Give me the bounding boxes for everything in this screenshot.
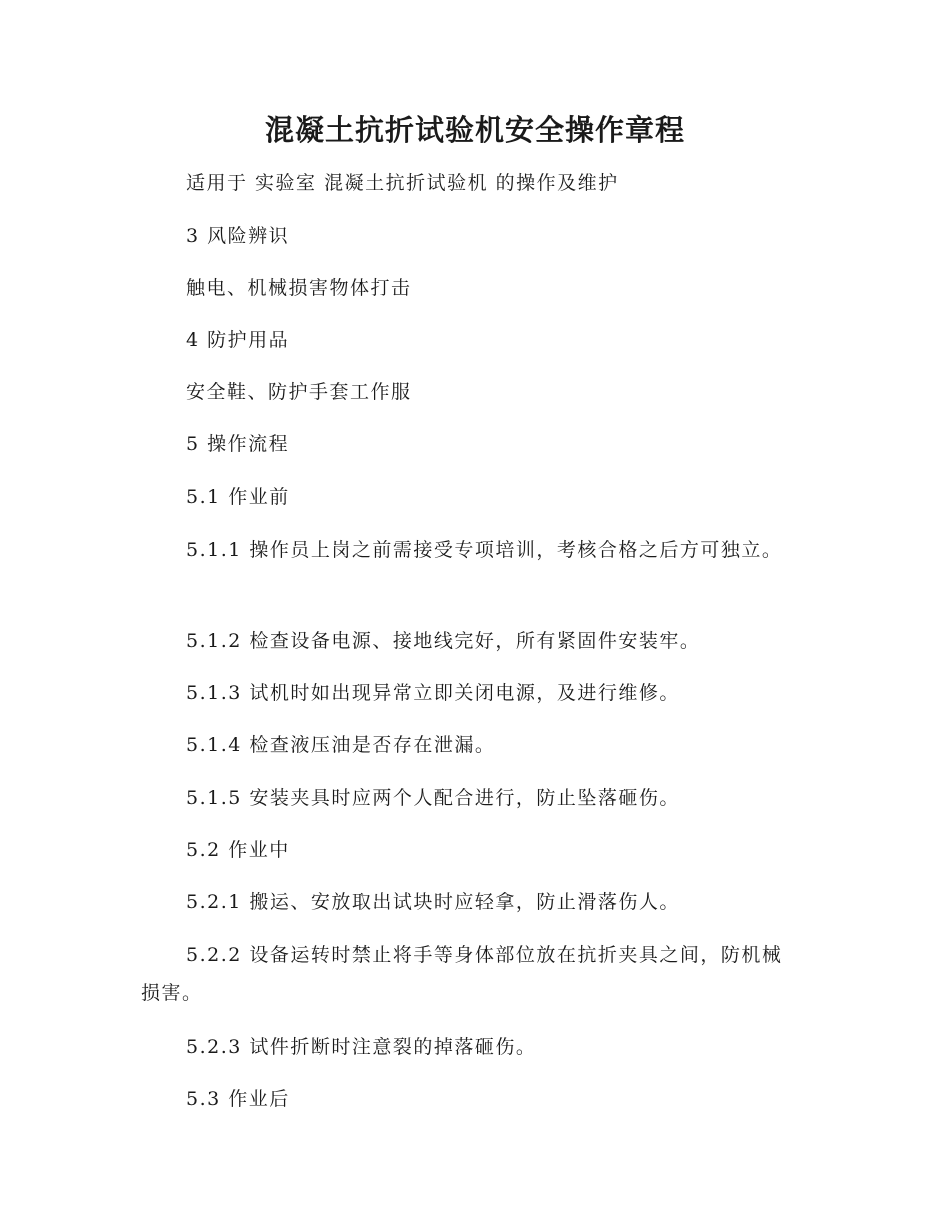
paragraph-5-1-3: 5.1.3 试机时如出现异常立即关闭电源，及进行维修。 bbox=[186, 682, 680, 704]
paragraph-5-2-2: 5.2.2 设备运转时禁止将手等身体部位放在抗折夹具之间，防机械损害。 bbox=[141, 944, 783, 1004]
paragraph-5-1-1: 5.1.1 操作员上岗之前需接受专项培训，考核合格之后方可独立。 bbox=[186, 539, 783, 561]
paragraph-5-1-5: 5.1.5 安装夹具时应两个人配合进行，防止坠落砸伤。 bbox=[186, 787, 680, 809]
heading-before-work: 5.1 作业前 bbox=[186, 486, 290, 508]
paragraph-risks: 触电、机械损害物体打击 bbox=[186, 277, 412, 299]
paragraph-scope: 适用于 实验室 混凝土抗折试验机 的操作及维护 bbox=[186, 172, 619, 194]
paragraph-protective-equipment: 安全鞋、防护手套工作服 bbox=[186, 381, 412, 403]
heading-protective-equipment: 4 防护用品 bbox=[186, 329, 290, 351]
paragraph-5-1-4: 5.1.4 检查液压油是否存在泄漏。 bbox=[186, 734, 496, 756]
paragraph-5-2-1: 5.2.1 搬运、安放取出试块时应轻拿，防止滑落伤人。 bbox=[186, 891, 680, 913]
heading-after-work: 5.3 作业后 bbox=[186, 1088, 290, 1110]
heading-during-work: 5.2 作业中 bbox=[186, 839, 290, 861]
document-title: 混凝土抗折试验机安全操作章程 bbox=[264, 113, 685, 147]
paragraph-5-1-2: 5.1.2 检查设备电源、接地线完好，所有紧固件安装牢。 bbox=[186, 630, 701, 652]
heading-risk-identification: 3 风险辨识 bbox=[186, 225, 290, 247]
heading-operating-procedure: 5 操作流程 bbox=[186, 433, 290, 455]
paragraph-5-2-3: 5.2.3 试件折断时注意裂的掉落砸伤。 bbox=[186, 1036, 537, 1058]
